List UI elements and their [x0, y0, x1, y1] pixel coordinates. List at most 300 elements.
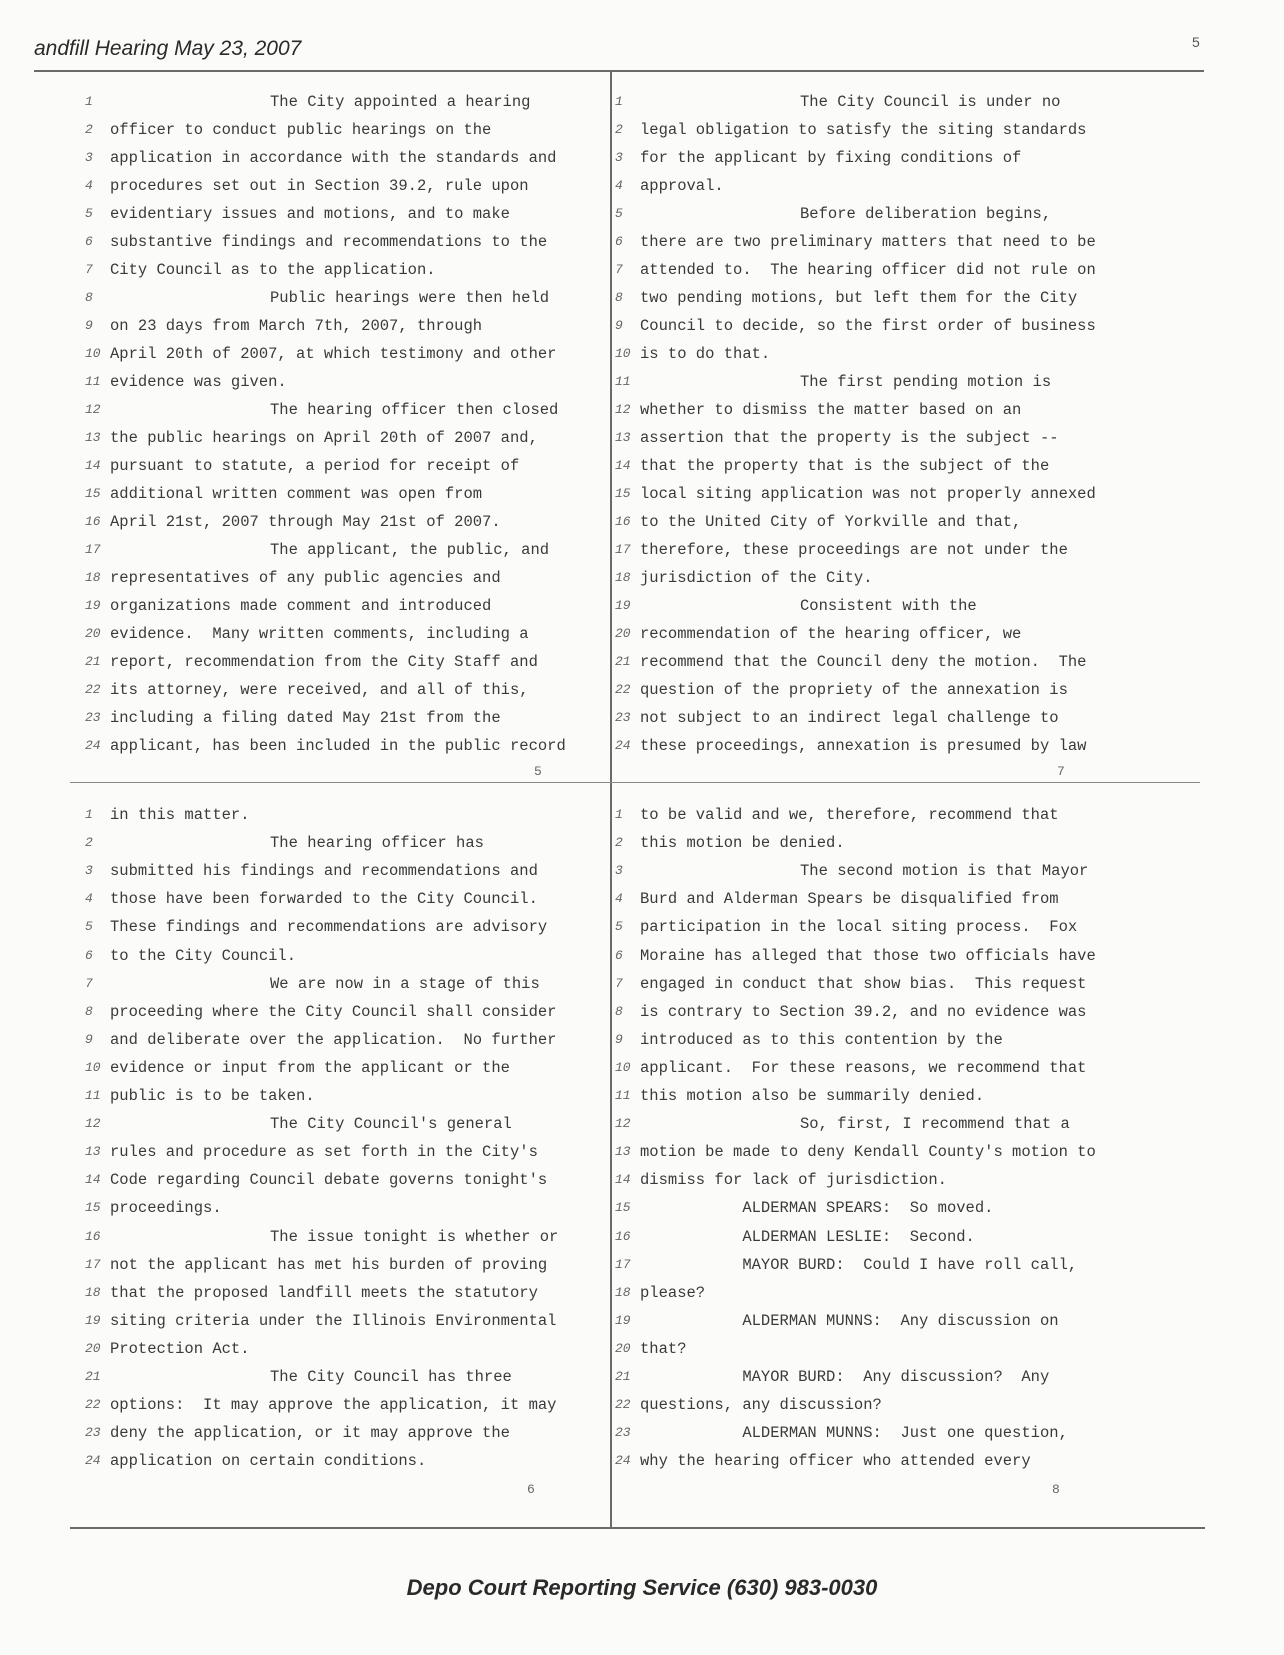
line-text: to the United City of Yorkville and that,	[640, 513, 1022, 531]
line-number: 14	[85, 1172, 101, 1188]
line-number: 5	[615, 919, 623, 935]
line-text: Code regarding Council debate governs tonight's	[110, 1171, 548, 1190]
line-text: The hearing officer has	[270, 834, 484, 853]
line-number: 2	[85, 835, 93, 851]
line-number: 22	[85, 682, 101, 697]
line-text: organizations made comment and introduced	[110, 597, 492, 615]
transcript-line	[615, 92, 1195, 112]
line-number: 13	[615, 1144, 631, 1160]
line-text: dismiss for lack of jurisdiction.	[640, 1171, 947, 1190]
line-text: for the applicant by fixing conditions of	[640, 149, 1022, 167]
line-text: this motion be denied.	[640, 834, 845, 853]
line-number: 7	[85, 262, 93, 277]
page-number-6: 6	[527, 1482, 535, 1497]
line-number: 17	[615, 542, 631, 557]
line-number: 22	[85, 1397, 101, 1413]
transcript-line	[85, 1339, 595, 1359]
transcript-line	[615, 428, 1195, 448]
transcript-line	[85, 568, 595, 588]
line-number: 17	[615, 1256, 631, 1272]
transcript-line	[85, 1030, 595, 1050]
line-text: its attorney, were received, and all of this,	[110, 681, 529, 699]
line-number: 7	[615, 975, 623, 991]
transcript-line	[615, 1311, 1195, 1331]
line-text: City Council as to the application.	[110, 261, 436, 279]
transcript-line	[85, 596, 595, 616]
line-text: evidence. Many written comments, including a	[110, 625, 529, 643]
line-text: attended to. The hearing officer did not rule on	[640, 261, 1096, 279]
line-text: two pending motions, but left them for the City	[640, 289, 1078, 307]
transcript-line	[85, 400, 595, 420]
line-number: 11	[615, 1088, 631, 1103]
transcript-line	[85, 624, 595, 644]
line-number: 14	[85, 458, 101, 473]
transcript-line	[615, 456, 1195, 476]
line-text: Moraine has alleged that those two officials have	[640, 946, 1096, 965]
line-text: that the proposed landfill meets the statutory	[110, 1283, 538, 1302]
line-text: recommend that the Council deny the motion. The	[640, 653, 1087, 671]
line-text: motion be made to deny Kendall County's motion to	[640, 1143, 1096, 1162]
line-number: 15	[615, 1200, 631, 1216]
transcript-line	[85, 861, 595, 881]
line-text: engaged in conduct that show bias. This request	[640, 974, 1087, 993]
transcript-page-7	[615, 92, 1195, 782]
line-text: introduced as to this contention by the	[640, 1030, 1003, 1049]
line-text: rules and procedure as set forth in the City's	[110, 1143, 538, 1162]
line-number: 10	[85, 1059, 101, 1075]
transcript-line	[615, 1002, 1195, 1022]
line-text: application in accordance with the standards and	[110, 149, 557, 167]
transcript-line	[615, 568, 1195, 588]
line-text: proceeding where the City Council shall consider	[110, 1002, 557, 1021]
line-text: application on certain conditions.	[110, 1452, 427, 1471]
transcript-line	[615, 1283, 1195, 1303]
line-text: approval.	[640, 177, 724, 195]
line-number: 15	[85, 1200, 101, 1216]
transcript-line	[85, 917, 595, 937]
transcript-line	[615, 974, 1195, 994]
line-text: legal obligation to satisfy the siting standards	[640, 121, 1087, 139]
line-number: 23	[615, 710, 631, 725]
line-number: 24	[615, 1453, 631, 1469]
line-text: The City Council is under no	[800, 93, 1061, 111]
transcript-line	[85, 889, 595, 909]
transcript-line	[85, 974, 595, 994]
line-number: 22	[615, 682, 631, 697]
transcript-line	[85, 316, 595, 336]
line-number: 8	[615, 1003, 623, 1019]
line-number: 16	[615, 1228, 631, 1244]
transcript-line	[615, 652, 1195, 672]
line-number: 14	[615, 1172, 631, 1188]
transcript-line	[615, 1395, 1195, 1415]
line-text: The issue tonight is whether or	[270, 1227, 559, 1246]
transcript-page-8	[615, 805, 1195, 1505]
line-text: evidentiary issues and motions, and to make	[110, 205, 510, 223]
page-number-5: 5	[534, 764, 542, 779]
line-text: submitted his findings and recommendations and	[110, 862, 538, 881]
line-number: 9	[85, 318, 93, 333]
transcript-line	[615, 344, 1195, 364]
line-number: 18	[615, 570, 631, 585]
line-number: 8	[615, 290, 623, 305]
line-text: report, recommendation from the City Staff and	[110, 653, 538, 671]
transcript-line	[615, 1058, 1195, 1078]
line-text: The hearing officer then closed	[270, 401, 559, 419]
line-number: 22	[615, 1397, 631, 1413]
transcript-line	[615, 204, 1195, 224]
line-text: therefore, these proceedings are not under the	[640, 541, 1068, 559]
line-number: 15	[615, 486, 631, 501]
transcript-line	[85, 456, 595, 476]
transcript-line	[615, 1142, 1195, 1162]
transcript-line	[85, 1198, 595, 1218]
line-number: 9	[615, 1031, 623, 1047]
line-number: 7	[615, 262, 623, 277]
line-text: evidence was given.	[110, 373, 287, 391]
line-text: on 23 days from March 7th, 2007, through	[110, 317, 483, 335]
line-text: participation in the local siting process. Fox	[640, 918, 1078, 937]
transcript-page-5	[85, 92, 595, 782]
transcript-line	[85, 1086, 595, 1106]
line-number: 15	[85, 486, 101, 501]
line-number: 20	[85, 626, 101, 641]
line-number: 21	[85, 654, 101, 669]
line-text: those have been forwarded to the City Council.	[110, 890, 538, 909]
transcript-line	[85, 372, 595, 392]
line-number: 1	[85, 807, 93, 822]
line-text: that the property that is the subject of the	[640, 457, 1050, 475]
header-page-mark: 5	[1192, 34, 1200, 50]
line-number: 5	[615, 206, 623, 221]
transcript-line	[85, 484, 595, 504]
transcript-line	[85, 652, 595, 672]
line-text: and deliberate over the application. No further	[110, 1030, 557, 1049]
line-text: jurisdiction of the City.	[640, 569, 873, 587]
line-number: 18	[85, 1284, 101, 1300]
line-text: is to do that.	[640, 345, 771, 363]
footer-reporting-service: Depo Court Reporting Service (630) 983-0030	[406, 1575, 878, 1600]
transcript-line	[615, 1451, 1195, 1471]
transcript-line	[615, 1227, 1195, 1247]
line-text: ALDERMAN SPEARS: So moved.	[640, 1199, 994, 1218]
line-number: 3	[615, 150, 623, 165]
line-number: 4	[615, 178, 623, 193]
line-number: 1	[615, 94, 623, 109]
transcript-line	[85, 512, 595, 532]
line-number: 24	[85, 738, 101, 753]
line-number: 21	[615, 1369, 631, 1384]
transcript-line	[615, 805, 1195, 825]
line-text: ALDERMAN MUNNS: Just one question,	[640, 1424, 1068, 1443]
line-number: 16	[85, 514, 101, 529]
line-number: 12	[615, 1116, 631, 1132]
line-number: 17	[85, 542, 101, 557]
line-number: 1	[85, 94, 93, 109]
line-number: 19	[615, 1312, 631, 1328]
line-text: question of the propriety of the annexation is	[640, 681, 1068, 699]
line-number: 3	[85, 863, 93, 879]
transcript-line	[615, 484, 1195, 504]
transcript-line	[85, 1227, 595, 1247]
line-text: procedures set out in Section 39.2, rule upon	[110, 177, 529, 195]
transcript-line	[615, 1170, 1195, 1190]
line-number: 24	[615, 738, 631, 753]
transcript-line	[615, 120, 1195, 140]
line-number: 21	[85, 1369, 101, 1384]
line-number: 20	[615, 626, 631, 641]
line-number: 17	[85, 1256, 101, 1272]
transcript-line	[85, 232, 595, 252]
transcript-line	[615, 736, 1195, 756]
line-text: The second motion is that Mayor	[800, 862, 1089, 881]
transcript-line	[615, 288, 1195, 308]
transcript-line	[85, 344, 595, 364]
line-text: Council to decide, so the first order of business	[640, 317, 1096, 335]
line-text: Before deliberation begins,	[800, 205, 1052, 223]
line-text: officer to conduct public hearings on the	[110, 121, 492, 139]
transcript-line	[615, 861, 1195, 881]
line-text: recommendation of the hearing officer, we	[640, 625, 1022, 643]
line-number: 5	[85, 206, 93, 221]
line-number: 4	[85, 178, 93, 193]
transcript-line	[615, 1030, 1195, 1050]
line-text: is contrary to Section 39.2, and no evidence was	[640, 1002, 1087, 1021]
line-text: So, first, I recommend that a	[800, 1115, 1070, 1134]
line-text: applicant. For these reasons, we recommend that	[640, 1058, 1087, 1077]
transcript-line	[615, 624, 1195, 644]
line-text: questions, any discussion?	[640, 1396, 882, 1415]
transcript-line	[615, 1114, 1195, 1134]
transcript-line	[615, 1086, 1195, 1106]
line-number: 23	[85, 1425, 101, 1441]
line-number: 19	[85, 1312, 101, 1328]
transcript-line	[615, 372, 1195, 392]
line-text: not subject to an indirect legal challenge to	[640, 709, 1059, 727]
line-text: deny the application, or it may approve the	[110, 1424, 510, 1443]
line-number: 12	[85, 402, 101, 417]
transcript-line	[615, 680, 1195, 700]
transcript-line	[615, 400, 1195, 420]
line-number: 9	[85, 1031, 93, 1047]
transcript-page-6	[85, 805, 595, 1505]
transcript-line	[85, 1423, 595, 1443]
transcript-line	[615, 917, 1195, 937]
line-text: siting criteria under the Illinois Environmental	[110, 1311, 557, 1330]
line-text: MAYOR BURD: Any discussion? Any	[640, 1368, 1050, 1386]
line-text: to the City Council.	[110, 946, 297, 965]
center-vertical-divider	[610, 72, 612, 1527]
line-number: 11	[85, 374, 101, 389]
line-number: 13	[615, 430, 631, 445]
line-number: 8	[85, 290, 93, 305]
page-number-8: 8	[1052, 1482, 1060, 1497]
line-text: The applicant, the public, and	[270, 541, 550, 559]
transcript-line	[615, 596, 1195, 616]
line-text: to be valid and we, therefore, recommend that	[640, 806, 1059, 824]
line-number: 6	[85, 947, 93, 963]
line-text: The City appointed a hearing	[270, 93, 531, 111]
line-number: 6	[615, 234, 623, 249]
line-number: 13	[85, 430, 101, 445]
line-number: 20	[85, 1340, 101, 1356]
line-text: The City Council has three	[270, 1368, 512, 1386]
line-text: local siting application was not properly annexed	[640, 485, 1096, 503]
line-number: 4	[615, 891, 623, 907]
line-number: 13	[85, 1144, 101, 1160]
line-number: 2	[615, 835, 623, 851]
document-header-title: andfill Hearing May 23, 2007	[34, 37, 302, 60]
line-number: 18	[615, 1284, 631, 1300]
line-text: Public hearings were then held	[270, 289, 550, 307]
line-number: 16	[85, 1228, 101, 1244]
transcript-line	[85, 1114, 595, 1134]
transcript-line	[85, 680, 595, 700]
line-number: 8	[85, 1003, 93, 1019]
transcript-line	[85, 120, 595, 140]
line-number: 2	[85, 122, 93, 137]
transcript-line	[615, 1339, 1195, 1359]
transcript-line	[615, 1367, 1195, 1387]
line-number: 19	[615, 598, 631, 613]
line-number: 11	[85, 1088, 101, 1103]
line-number: 24	[85, 1453, 101, 1469]
line-number: 19	[85, 598, 101, 613]
transcript-line	[85, 1283, 595, 1303]
line-text: this motion also be summarily denied.	[640, 1087, 985, 1105]
transcript-line	[615, 708, 1195, 728]
transcript-line	[615, 1255, 1195, 1275]
transcript-line	[85, 946, 595, 966]
line-number: 3	[85, 150, 93, 165]
line-text: Burd and Alderman Spears be disqualified from	[640, 890, 1059, 909]
line-text: that?	[640, 1339, 687, 1358]
line-number: 11	[615, 374, 631, 389]
line-text: We are now in a stage of this	[270, 974, 540, 993]
transcript-line	[85, 148, 595, 168]
transcript-line	[615, 540, 1195, 560]
transcript-line	[615, 1198, 1195, 1218]
line-text: additional written comment was open from	[110, 485, 483, 503]
transcript-line	[85, 1395, 595, 1415]
line-text: MAYOR BURD: Could I have roll call,	[640, 1255, 1078, 1274]
transcript-line	[85, 1142, 595, 1162]
transcript-line	[85, 92, 595, 112]
line-text: April 20th of 2007, at which testimony and other	[110, 345, 557, 363]
transcript-line	[85, 1311, 595, 1331]
footer-rule	[70, 1527, 1205, 1529]
line-text: representatives of any public agencies and	[110, 569, 501, 587]
line-number: 23	[85, 710, 101, 725]
line-number: 9	[615, 318, 623, 333]
transcript-line	[85, 736, 595, 756]
line-number: 18	[85, 570, 101, 585]
line-number: 10	[615, 346, 631, 361]
line-text: the public hearings on April 20th of 2007 and,	[110, 429, 538, 447]
transcript-line	[615, 833, 1195, 853]
line-text: including a filing dated May 21st from the	[110, 709, 501, 727]
transcript-line	[85, 288, 595, 308]
line-text: substantive findings and recommendations to the	[110, 233, 548, 251]
line-text: April 21st, 2007 through May 21st of 2007.	[110, 513, 501, 531]
line-text: These findings and recommendations are advisory	[110, 918, 548, 937]
line-text: in this matter.	[110, 806, 250, 824]
line-text: please?	[640, 1283, 706, 1302]
line-number: 23	[615, 1425, 631, 1441]
transcript-line	[615, 316, 1195, 336]
line-number: 6	[85, 234, 93, 249]
line-text: Protection Act.	[110, 1339, 250, 1358]
line-number: 10	[85, 346, 101, 361]
line-number: 6	[615, 947, 623, 963]
line-number: 21	[615, 654, 631, 669]
page-number-7: 7	[1057, 764, 1065, 779]
transcript-line	[85, 1255, 595, 1275]
line-text: Consistent with the	[800, 597, 977, 615]
line-number: 3	[615, 863, 623, 879]
line-text: not the applicant has met his burden of proving	[110, 1255, 548, 1274]
line-number: 12	[615, 402, 631, 417]
line-text: proceedings.	[110, 1199, 222, 1218]
transcript-line	[615, 889, 1195, 909]
line-text: public is to be taken.	[110, 1087, 315, 1105]
transcript-line	[615, 260, 1195, 280]
line-number: 1	[615, 807, 623, 822]
line-number: 14	[615, 458, 631, 473]
line-number: 4	[85, 891, 93, 907]
line-text: why the hearing officer who attended every	[640, 1452, 1031, 1471]
transcript-line	[615, 232, 1195, 252]
line-text: options: It may approve the application, it may	[110, 1396, 557, 1415]
transcript-line	[85, 428, 595, 448]
transcript-line	[85, 540, 595, 560]
line-text: whether to dismiss the matter based on an	[640, 401, 1022, 419]
line-text: these proceedings, annexation is presumed by law	[640, 737, 1087, 755]
line-number: 10	[615, 1059, 631, 1075]
transcript-line	[85, 708, 595, 728]
line-number: 7	[85, 975, 93, 991]
middle-horizontal-rule	[70, 782, 1200, 783]
transcript-line	[85, 1170, 595, 1190]
transcript-line	[85, 176, 595, 196]
transcript-line	[615, 176, 1195, 196]
transcript-line	[85, 204, 595, 224]
transcript-line	[85, 1002, 595, 1022]
transcript-line	[85, 260, 595, 280]
line-text: applicant, has been included in the public record	[110, 737, 566, 755]
line-text: assertion that the property is the subject --	[640, 429, 1059, 447]
line-text: ALDERMAN LESLIE: Second.	[640, 1227, 975, 1246]
line-text: The City Council's general	[270, 1115, 512, 1134]
transcript-line	[85, 805, 595, 825]
line-number: 2	[615, 122, 623, 137]
transcript-line	[615, 1423, 1195, 1443]
line-number: 5	[85, 919, 93, 935]
transcript-line	[615, 148, 1195, 168]
transcript-line	[615, 512, 1195, 532]
line-text: ALDERMAN MUNNS: Any discussion on	[640, 1311, 1059, 1330]
line-text: evidence or input from the applicant or the	[110, 1058, 510, 1077]
transcript-line	[615, 946, 1195, 966]
transcript-line	[85, 1058, 595, 1078]
line-text: The first pending motion is	[800, 373, 1052, 391]
line-number: 12	[85, 1116, 101, 1132]
transcript-line	[85, 833, 595, 853]
transcript-line	[85, 1451, 595, 1471]
line-text: pursuant to statute, a period for receipt of	[110, 457, 520, 475]
header-rule	[34, 70, 1204, 72]
line-number: 16	[615, 514, 631, 529]
